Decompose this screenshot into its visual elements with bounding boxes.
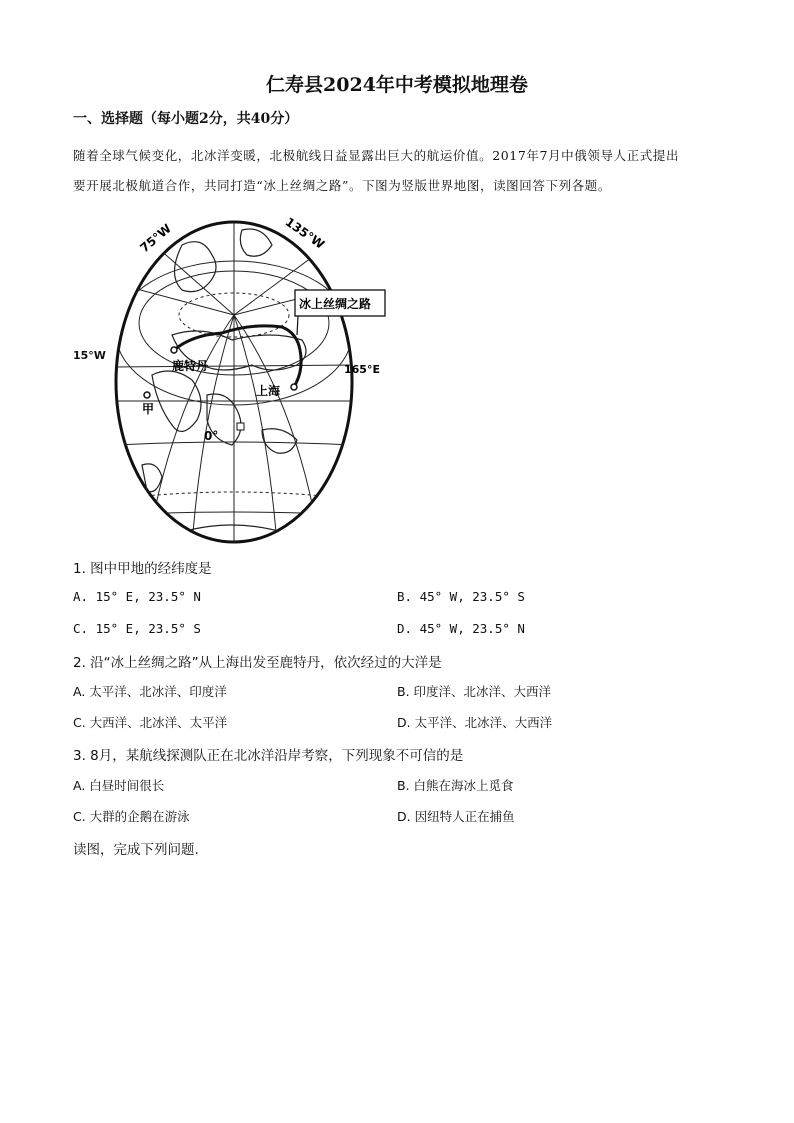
intro-paragraph [73,141,723,201]
intro-line-2: 要开展北极航道合作，共同打造“冰上丝绸之路”。下图为竖版世界地图，读图回答下列各题。 [73,178,611,193]
question-3-stem: 3. 8月，某航线探测队正在北冰洋沿岸考察，下列现象不可信的是 [73,748,464,764]
question-3-option-d: D. 因纽特人正在捕鱼 [397,809,515,824]
label-165e: 165°E [344,363,380,376]
question-1-option-d: D. 45° W, 23.5° N [397,621,525,636]
shanghai-marker [291,384,297,390]
label-shanghai: 上海 [256,384,281,398]
question-2-option-d: D. 太平洋、北冰洋、大西洋 [397,715,553,730]
footer-instruction: 读图，完成下列问题. [73,842,199,858]
question-1-stem: 1. 图中甲地的经纬度是 [73,561,212,577]
ice-silk-road-route [174,326,301,387]
question-2-stem: 2. 沿“冰上丝绸之路”从上海出发至鹿特丹，依次经过的大洋是 [73,655,442,671]
question-2-option-a: A. 太平洋、北冰洋、印度洋 [73,684,227,699]
label-rotterdam: 鹿特丹 [172,359,209,373]
section-heading: 一、选择题（每小题2分，共40分） [73,111,299,127]
label-0: 0° [204,429,219,443]
question-3-option-c: C. 大群的企鹅在游泳 [73,809,190,824]
small-square-marker [237,423,244,430]
label-jia: 甲 [142,402,155,416]
world-map-figure [112,215,402,545]
question-2-option-b: B. 印度洋、北冰洋、大西洋 [397,684,552,699]
label-15w: 15°W [73,349,106,362]
intro-line-1: 随着全球气候变化，北冰洋变暖，北极航线日益显露出巨大的航运价值。2017年7月中俄领导人正式提出 [73,148,680,163]
rotterdam-marker [171,347,177,353]
question-1-option-b: B. 45° W, 23.5° S [397,589,525,604]
question-3-option-a: A. 白昼时间很长 [73,778,165,793]
question-2-option-c: C. 大西洋、北冰洋、太平洋 [73,715,228,730]
label-75w: 75°W [137,221,174,256]
question-1-option-c: C. 15° E, 23.5° S [73,621,201,636]
question-1-option-a: A. 15° E, 23.5° N [73,589,201,604]
exam-title: 仁寿县2024年中考模拟地理卷 [266,74,528,96]
label-135w: 135°W [282,215,327,252]
label-route: 冰上丝绸之路 [299,297,372,311]
question-3-option-b: B. 白熊在海冰上觅食 [397,778,514,793]
jia-marker [144,392,150,398]
